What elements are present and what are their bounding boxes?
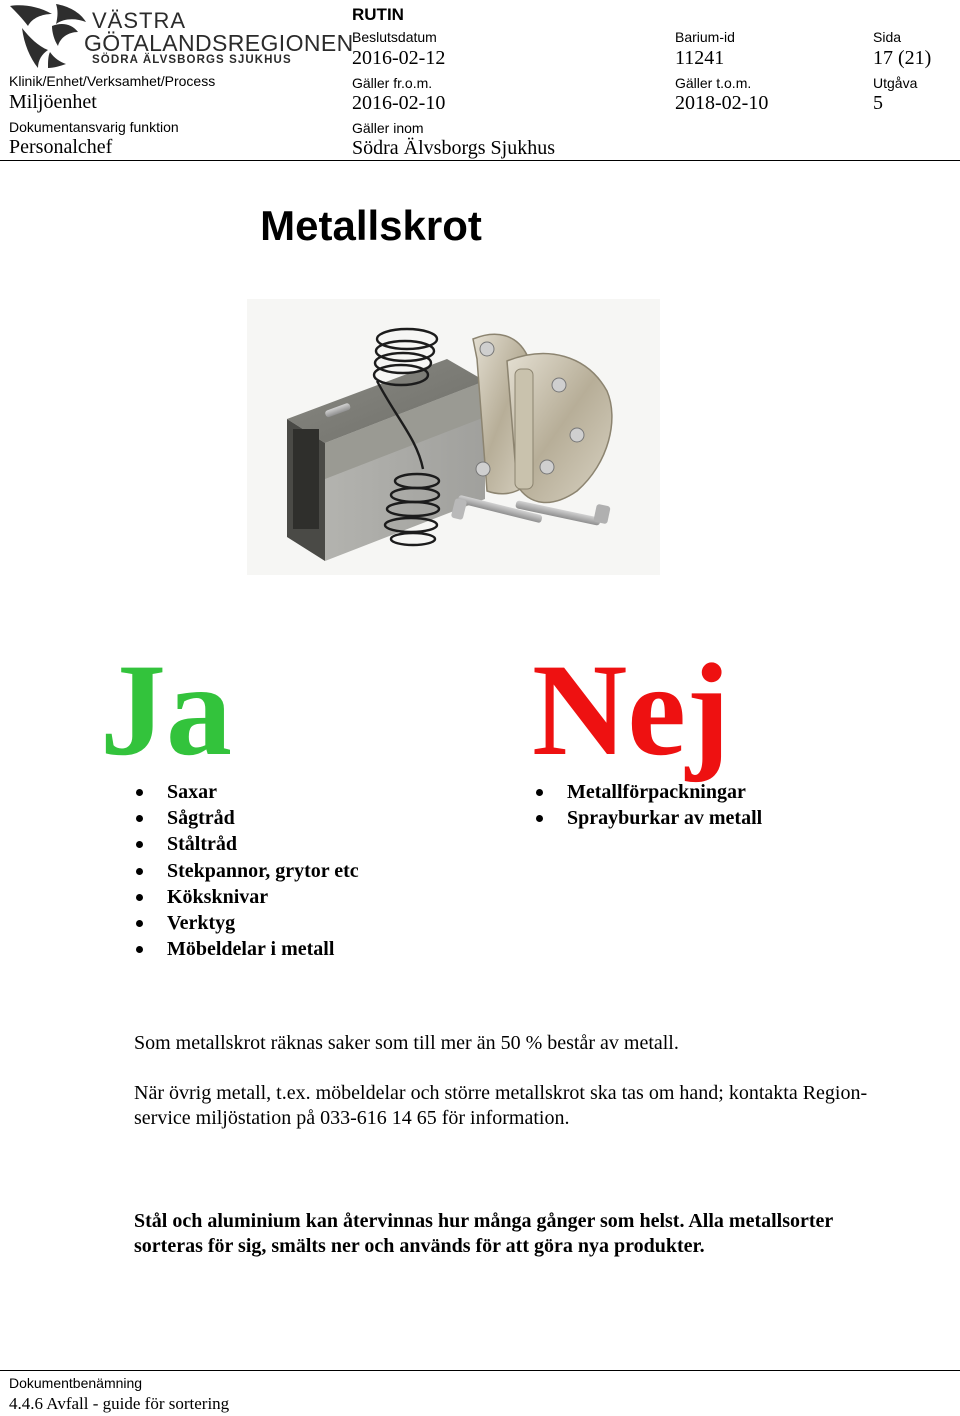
metal-scrap-photo (247, 299, 660, 575)
valid-to-value: 2018-02-10 (675, 92, 769, 114)
accepted-heading: Ja (100, 636, 232, 783)
list-item: Stekpannor, grytor etc (134, 858, 359, 884)
instructions-line-1: När övrig metall, t.ex. möbeldelar och större metallskrot ska tas om hand; kontakta Region- (134, 1082, 868, 1104)
barium-id-value: 11241 (675, 47, 725, 69)
page-title: Metallskrot (260, 202, 482, 249)
responsible-function-value: Personalchef (9, 136, 113, 158)
recycling-info-line-2: sorteras för sig, smälts ner och används för att göra nya produkter. (134, 1235, 705, 1257)
list-item: Verktyg (134, 910, 359, 936)
logo-text-line2: GÖTALANDSREGIONEN (84, 30, 354, 56)
decision-date-value: 2016-02-12 (352, 47, 446, 69)
logo-text-line3: SÖDRA ÄLVSBORGS SJUKHUS (92, 54, 292, 66)
logo-swirl-icon (8, 2, 88, 70)
recycling-info-paragraph (134, 1209, 934, 1259)
instructions-line-2: service miljöstation på 033-616 14 65 för information. (134, 1107, 570, 1129)
valid-from-label: Gäller fr.o.m. (352, 75, 433, 91)
edition-label: Utgåva (873, 75, 918, 91)
document-type: RUTIN (352, 5, 404, 24)
organization-logo (8, 2, 354, 70)
list-item: Köksknivar (134, 884, 359, 910)
list-item: Sågtråd (134, 805, 359, 831)
unit-value: Miljöenhet (9, 91, 97, 113)
edition-value: 5 (873, 92, 883, 114)
document-name-value: 4.4.6 Avfall - guide för sortering (9, 1394, 230, 1413)
list-item: Ståltråd (134, 831, 359, 857)
list-item: Saxar (134, 779, 359, 805)
valid-to-label: Gäller t.o.m. (675, 75, 752, 91)
responsible-function-label: Dokumentansvarig funktion (9, 119, 179, 135)
page-number-label: Sida (873, 29, 902, 45)
not-accepted-heading: Nej (532, 636, 730, 783)
applies-within-label: Gäller inom (352, 120, 424, 136)
recycling-info-line-1: Stål och aluminium kan återvinnas hur många gånger som helst. Alla metallsorter (134, 1210, 834, 1232)
list-item: Möbeldelar i metall (134, 936, 359, 962)
page-number-value: 17 (21) (873, 47, 932, 69)
not-accepted-items-list (534, 779, 762, 831)
accepted-items-list (134, 779, 359, 962)
list-item: Sprayburkar av metall (534, 805, 762, 831)
footer-divider (0, 1370, 960, 1371)
metal-parts-illustration-icon (247, 299, 660, 575)
barium-id-label: Barium-id (675, 29, 735, 45)
list-item: Metallförpackningar (534, 779, 762, 805)
decision-date-label: Beslutsdatum (352, 29, 437, 45)
unit-label: Klinik/Enhet/Verksamhet/Process (9, 73, 216, 89)
header-divider (0, 160, 960, 161)
definition-paragraph: Som metallskrot räknas saker som till mer än 50 % består av metall. (134, 1032, 679, 1054)
instructions-paragraph (134, 1081, 934, 1131)
logo-text-line1: VÄSTRA (92, 8, 187, 33)
document-name-label: Dokumentbenämning (9, 1375, 143, 1391)
applies-within-value: Södra Älvsborgs Sjukhus (352, 137, 555, 159)
valid-from-value: 2016-02-10 (352, 92, 446, 114)
